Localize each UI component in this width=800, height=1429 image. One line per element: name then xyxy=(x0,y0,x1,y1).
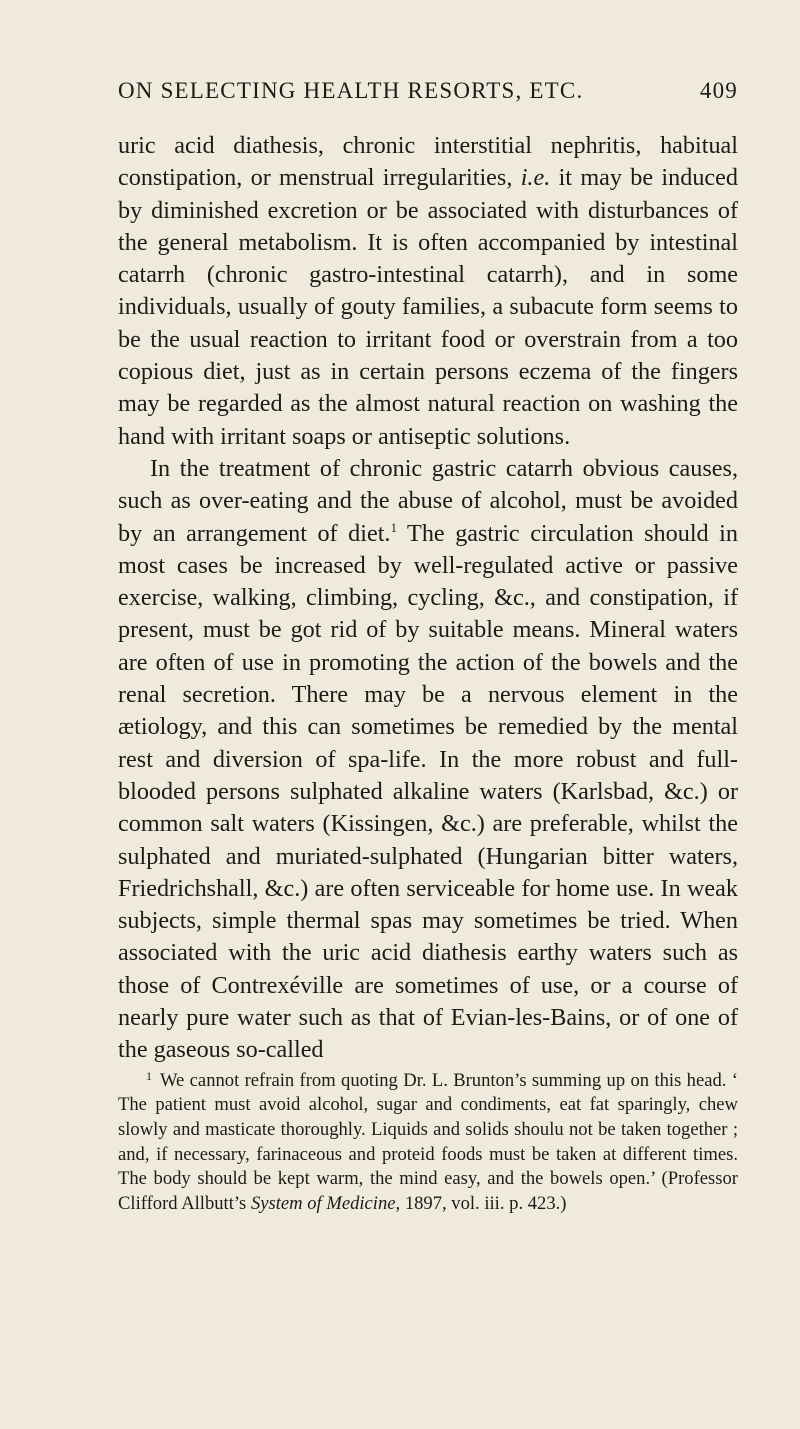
book-page xyxy=(0,78,800,1429)
page-number: 409 xyxy=(699,78,738,103)
footnote-reference: 1 xyxy=(390,519,397,535)
paragraph-2-after-ref: The gastric circulation should in most cases be increased by well-regulated active or passive exercise, walking, climbing, cycling, &c., and constipation, if present, must be got rid of by suitable means. Mineral waters are often of use in promoting the action of the bowels and the renal secretion. There may be a nervous element in the ætiology, and this can sometimes be remedied by the mental rest and diversion of spa-life. In the more robust and full-blooded persons sulphated alkaline waters (Karlsbad, &c.) or common salt waters (Kissingen, &c.) are preferable, whilst the sulphated and muriated-sulphated (Hungarian bitter waters, Friedrichshall, &c.) are often serviceable for home use. In weak subjects, simple thermal spas may sometimes be tried. When associated with the uric acid diathesis earthy waters such as those of Contrexéville are sometimes of use, or a course of nearly pure water such as that of Evian-les-Bains, or of one of the gaseous so-called xyxy=(118,519,738,1064)
paragraph-1-italic-ie: i.e. xyxy=(520,164,551,192)
paragraph-2 xyxy=(118,453,738,1067)
running-header xyxy=(118,78,738,106)
footnote-text: We cannot refrain from quoting Dr. L. Brunton’s summing up on this head. ‘ The patient must avoid alcohol, sugar and condiments, eat fat sparingly, chew slowly and masticate thoroughly. Liquids and solids shoulu not be taken together ; and, if necessary, farinaceous and proteid foods must be taken at different times. The body should be kept warm, the mind easy, and the bowels open.’ (Professor Clifford Allbutt’s xyxy=(118,1069,738,1215)
footnote-citation: , 1897, vol. iii. p. 423.) xyxy=(395,1193,567,1215)
footnote-mark: 1 xyxy=(146,1068,152,1083)
paragraph-1-rest: it may be induced by diminished excretion or be associated with disturbances of the general metabolism. It is often accompanied by intestinal catarrh (chronic gastro-intestinal catarrh), and in some individuals, usually of gouty families, a subacute form seems to be the usual reaction to irritant food or overstrain from a too copious diet, just as in certain persons eczema of the fingers may be regarded as the almost natural reaction on washing the hand with irritant soaps or antiseptic solutions. xyxy=(118,164,738,450)
footnote xyxy=(118,1069,738,1217)
main-text xyxy=(118,130,738,1067)
running-title: ON SELECTING HEALTH RESORTS, ETC. xyxy=(118,78,584,103)
paragraph-1-lead: uric acid diathesis, chronic interstitial nephritis, habitual constipation, or menstrual irregularities, xyxy=(118,132,738,192)
paragraph-2-before-ref: In the treatment of chronic gastric catarrh obvious causes, such as over-eating and the abuse of alcohol, must be avoided by an arrangement of diet. xyxy=(118,454,738,547)
paragraph-1 xyxy=(118,130,738,453)
footnote-work-title: System of Medicine xyxy=(250,1193,396,1215)
